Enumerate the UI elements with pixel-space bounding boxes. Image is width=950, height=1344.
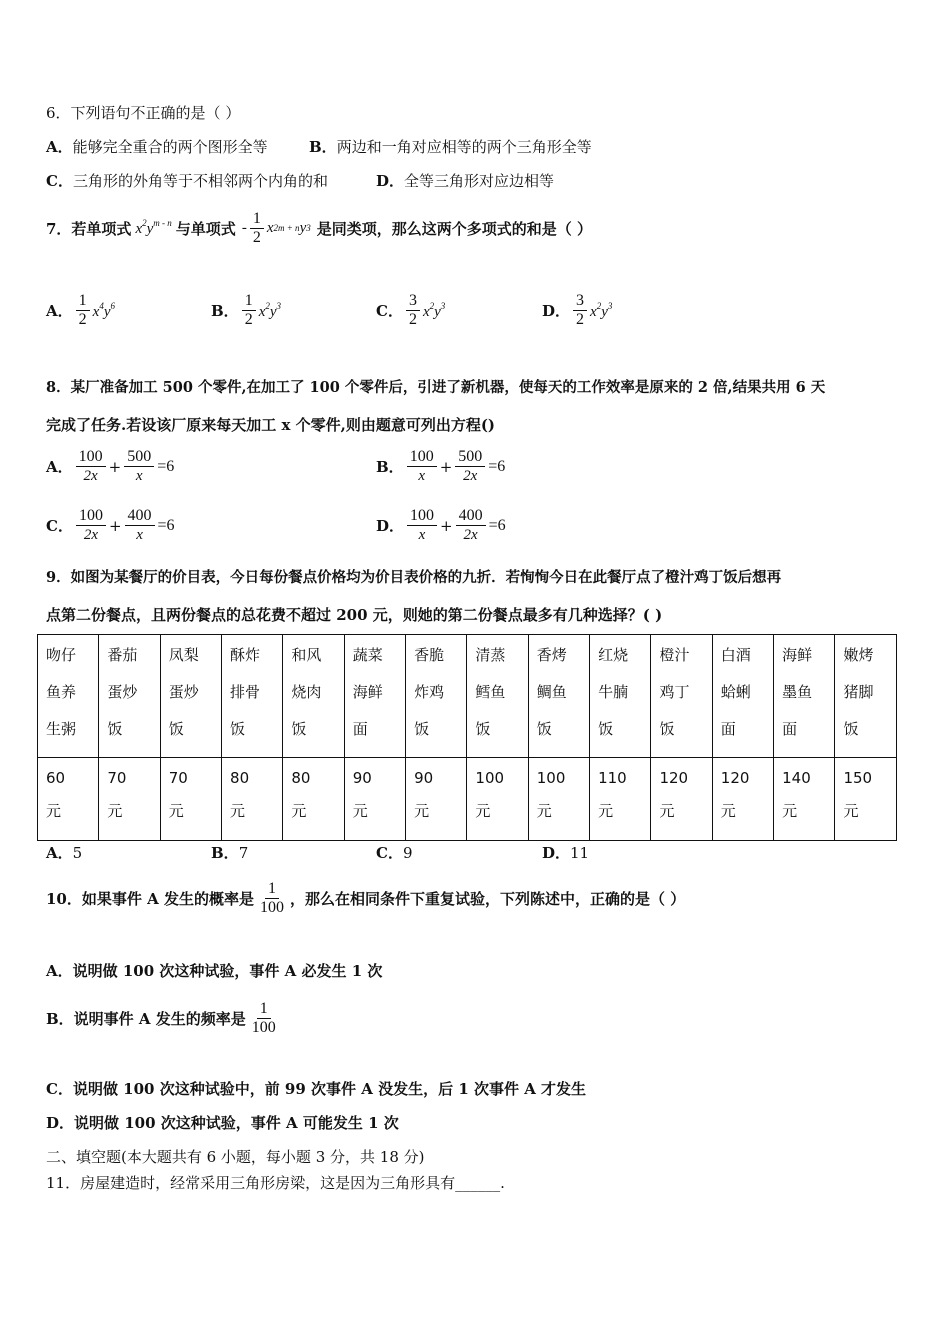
menu-item-price: 60 元 [38, 758, 99, 841]
menu-item-price: 80 元 [283, 758, 344, 841]
menu-item-name: 海鲜 墨鱼 面 [774, 635, 835, 758]
q10-option-b: B．说明事件 A 发生的频率是 $\frac{1}{100}$ [46, 999, 276, 1036]
menu-item-price: 70 元 [160, 758, 221, 841]
menu-item-name: 酥炸 排骨 饭 [222, 635, 283, 758]
menu-item-name: 嫩烤 猪脚 饭 [835, 635, 897, 758]
q10-option-c: C．说明做 100 次这种试验中，前 99 次事件 A 没发生，后 1 次事件 A 才发生 [46, 1080, 587, 1098]
q6-option-a: A．能够完全重合的两个图形全等 [46, 138, 268, 156]
menu-item-price: 140 元 [774, 758, 835, 841]
menu-item-name: 红烧 牛腩 饭 [590, 635, 651, 758]
menu-item-name: 和风 烧肉 饭 [283, 635, 344, 758]
q9-option-a: A．5 [46, 844, 83, 862]
menu-item-name: 香脆 炸鸡 饭 [406, 635, 467, 758]
q6-option-d: D．全等三角形对应边相等 [376, 172, 555, 190]
q9-option-b: B．7 [211, 844, 249, 862]
q9-option-d: D．11 [542, 844, 590, 862]
menu-item-price: 80 元 [222, 758, 283, 841]
q8-option-c: C． $\frac{100}{2x}$ + $\frac{400}{x}$ =6 [46, 507, 175, 543]
menu-item-price: 90 元 [344, 758, 405, 841]
question-10-stem: 10．如果事件 A 发生的概率是 $\frac{1}{100}$ ，那么在相同条件下重复试验，下列陈述中，正确的是（ ） [46, 879, 686, 916]
menu-item-price: 120 元 [651, 758, 712, 841]
menu-item-name: 蔬菜 海鲜 面 [344, 635, 405, 758]
q10-option-d: D．说明做 100 次这种试验，事件 A 可能发生 1 次 [46, 1114, 399, 1132]
menu-item-price: 90 元 [406, 758, 467, 841]
menu-item-name: 白酒 蛤蜊 面 [712, 635, 773, 758]
question-9-line-1: 9．如图为某餐厅的价目表，今日每份餐点价格均为价目表价格的九折．若恂恂今日在此餐厅点了橙汁鸡丁饭后想再 [46, 569, 782, 586]
q7-monomial-1: $x^2y^{m - n}$ [135, 218, 172, 237]
q8-option-b: B． $\frac{100}{x}$ + $\frac{500}{2x}$ =6 [376, 448, 506, 484]
q8-option-a: A． $\frac{100}{2x}$ + $\frac{500}{x}$ =6 [46, 448, 175, 484]
question-8-line-1: 8．某厂准备加工 500 个零件,在加工了 100 个零件后，引进了新机器，使每天的工作效率是原来的 2 倍,结果共用 6 天 [46, 379, 826, 396]
section-2-title: 二、填空题(本大题共有 6 小题，每小题 3 分，共 18 分) [46, 1148, 425, 1166]
menu-item-name: 凤梨 蛋炒 饭 [160, 635, 221, 758]
menu-item-name: 清蒸 鳕鱼 饭 [467, 635, 528, 758]
q6-option-b: B．两边和一角对应相等的两个三角形全等 [309, 138, 592, 156]
menu-item-name: 香烤 鲷鱼 饭 [528, 635, 589, 758]
q7-monomial-2: - $\frac{1}{2}$ x 2m + n y 3 [241, 209, 311, 246]
question-9-line-2: 点第二份餐点，且两份餐点的总花费不超过 200 元，则她的第二份餐点最多有几种选择？( ) [46, 606, 663, 624]
q10-option-a: A．说明做 100 次这种试验，事件 A 必发生 1 次 [46, 962, 383, 980]
q7-option-c: C． $\frac{3}{2}$ $x^2y^3$ [376, 292, 446, 328]
q7-option-a: A． $\frac{1}{2}$ $x^4y^6$ [46, 292, 115, 328]
menu-item-price: 110 元 [590, 758, 651, 841]
menu-item-name: 番茄 蛋炒 饭 [99, 635, 160, 758]
price-menu-table [37, 634, 897, 841]
menu-item-price: 150 元 [835, 758, 897, 841]
menu-item-price: 120 元 [712, 758, 773, 841]
menu-item-name: 橙汁 鸡丁 饭 [651, 635, 712, 758]
q6-option-c: C．三角形的外角等于不相邻两个内角的和 [46, 172, 328, 190]
menu-item-price: 100 元 [528, 758, 589, 841]
q8-option-d: D． $\frac{100}{x}$ + $\frac{400}{2x}$ =6 [376, 507, 506, 543]
question-6-stem: 6．下列语句不正确的是（ ） [46, 104, 241, 122]
menu-item-price: 70 元 [99, 758, 160, 841]
q7-option-b: B． $\frac{1}{2}$ $x^2y^3$ [211, 292, 282, 328]
q9-option-c: C．9 [376, 844, 413, 862]
q7-option-d: D． $\frac{3}{2}$ $x^2y^3$ [542, 292, 613, 328]
question-11-stem: 11．房屋建造时，经常采用三角形房梁，这是因为三角形具有______. [46, 1174, 505, 1192]
menu-item-price: 100 元 [467, 758, 528, 841]
question-7-stem: 7．若单项式 $x^2y^{m - n}$ 与单项式 - $\frac{1}{2}$ x 2m + n y 3 是同类项，那么这两个多项式的和是（ ） [46, 209, 592, 246]
question-8-line-2: 完成了任务.若设该厂原来每天加工 x 个零件,则由题意可列出方程() [46, 416, 496, 434]
menu-item-name: 吻仔 鱼养 生粥 [38, 635, 99, 758]
